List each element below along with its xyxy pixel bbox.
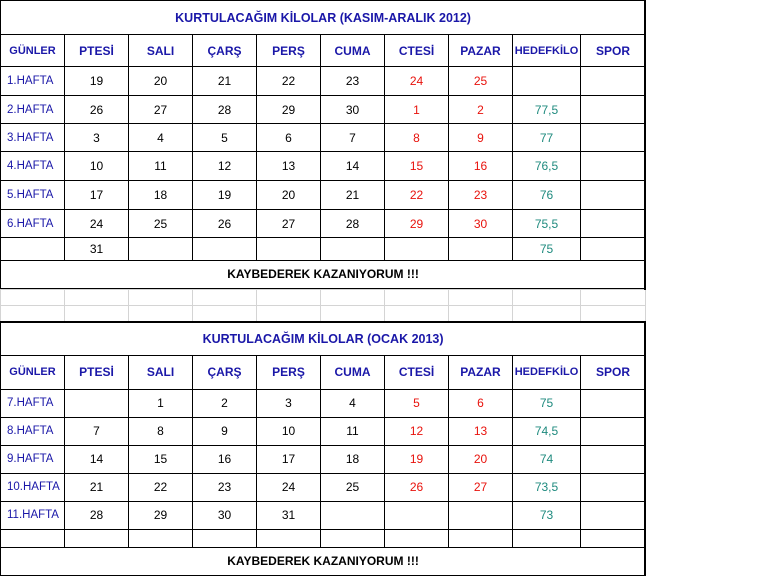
header-cell[interactable]: CTESİ (385, 355, 449, 389)
day-cell[interactable]: 26 (385, 473, 449, 501)
table-row (1, 210, 646, 238)
day-cell[interactable]: 14 (321, 152, 385, 181)
day-cell[interactable]: 19 (385, 445, 449, 473)
day-cell[interactable]: 6 (449, 389, 513, 417)
day-cell[interactable] (321, 501, 385, 529)
day-cell[interactable]: 4 (321, 389, 385, 417)
day-cell[interactable]: 23 (321, 67, 385, 96)
day-cell[interactable]: 12 (193, 152, 257, 181)
day-cell[interactable]: 2 (449, 96, 513, 124)
target-kilo-cell[interactable] (513, 67, 581, 96)
day-cell[interactable]: 5 (193, 124, 257, 152)
spor-cell[interactable] (581, 124, 646, 152)
day-cell[interactable]: 8 (385, 124, 449, 152)
target-kilo-cell[interactable]: 74 (513, 445, 581, 473)
header-cell[interactable]: PERŞ (257, 35, 321, 67)
sheet-edge (644, 0, 646, 290)
header-row (1, 355, 646, 389)
day-cell[interactable]: 25 (321, 473, 385, 501)
empty-cell[interactable] (449, 306, 513, 322)
day-cell[interactable]: 27 (257, 210, 321, 238)
empty-cell[interactable] (129, 306, 193, 322)
spor-cell[interactable] (581, 152, 646, 181)
empty-cell[interactable] (257, 306, 321, 322)
day-cell[interactable]: 1 (385, 96, 449, 124)
empty-cell[interactable] (449, 290, 513, 306)
day-cell[interactable]: 17 (257, 445, 321, 473)
day-cell[interactable]: 21 (193, 67, 257, 96)
sheet-edge (644, 321, 646, 575)
day-cell[interactable] (449, 529, 513, 547)
day-cell[interactable]: 25 (449, 67, 513, 96)
table-row (1, 124, 646, 152)
day-cell[interactable]: 3 (65, 124, 129, 152)
spor-cell[interactable] (581, 238, 646, 261)
week-cell[interactable] (1, 238, 65, 261)
header-row (1, 35, 646, 67)
day-cell[interactable]: 28 (321, 210, 385, 238)
day-cell[interactable]: 13 (257, 152, 321, 181)
spor-cell[interactable] (581, 67, 646, 96)
day-cell[interactable]: 29 (257, 96, 321, 124)
week-cell[interactable]: 6.HAFTA (1, 210, 65, 238)
day-cell[interactable]: 20 (449, 445, 513, 473)
day-cell[interactable]: 23 (193, 473, 257, 501)
day-cell[interactable]: 4 (129, 124, 193, 152)
table-row (1, 238, 646, 261)
table-row (1, 181, 646, 210)
week-cell[interactable]: 11.HAFTA (1, 501, 65, 529)
table-row (1, 152, 646, 181)
day-cell[interactable]: 10 (65, 152, 129, 181)
empty-cell[interactable] (193, 306, 257, 322)
table-row (1, 501, 646, 529)
table-title[interactable]: KURTULACAĞIM KİLOLAR (OCAK 2013) (1, 322, 646, 355)
spor-cell[interactable] (581, 181, 646, 210)
week-cell[interactable] (1, 529, 65, 547)
empty-cell[interactable] (321, 290, 385, 306)
day-cell[interactable]: 11 (129, 152, 193, 181)
day-cell[interactable]: 27 (449, 473, 513, 501)
header-cell[interactable]: SPOR (581, 355, 646, 389)
day-cell[interactable]: 5 (385, 389, 449, 417)
day-cell[interactable]: 2 (193, 389, 257, 417)
day-cell[interactable]: 6 (257, 124, 321, 152)
empty-cell[interactable] (65, 306, 129, 322)
target-kilo-cell[interactable]: 73 (513, 501, 581, 529)
spor-cell[interactable] (581, 417, 646, 445)
table-row (1, 96, 646, 124)
spor-cell[interactable] (581, 96, 646, 124)
header-cell[interactable]: SPOR (581, 35, 646, 67)
table-row (1, 417, 646, 445)
target-kilo-cell[interactable]: 73,5 (513, 473, 581, 501)
target-kilo-cell[interactable]: 76 (513, 181, 581, 210)
table-row (1, 473, 646, 501)
target-kilo-cell[interactable]: 76,5 (513, 152, 581, 181)
day-cell[interactable]: 16 (193, 445, 257, 473)
target-kilo-cell[interactable]: 74,5 (513, 417, 581, 445)
day-cell[interactable] (385, 238, 449, 261)
header-cell[interactable]: PTESİ (65, 35, 129, 67)
day-cell[interactable]: 27 (129, 96, 193, 124)
week-cell[interactable]: 2.HAFTA (1, 96, 65, 124)
day-cell[interactable] (129, 238, 193, 261)
day-cell[interactable] (65, 529, 129, 547)
day-cell[interactable]: 24 (65, 210, 129, 238)
day-cell[interactable]: 22 (257, 67, 321, 96)
empty-rows (0, 289, 646, 322)
header-cell[interactable]: CUMA (321, 355, 385, 389)
day-cell[interactable]: 20 (257, 181, 321, 210)
day-cell[interactable] (449, 238, 513, 261)
day-cell[interactable] (321, 529, 385, 547)
target-kilo-cell[interactable] (513, 529, 581, 547)
week-cell[interactable]: 1.HAFTA (1, 67, 65, 96)
header-cell[interactable]: HEDEFKİLO (513, 35, 581, 67)
day-cell[interactable]: 11 (321, 417, 385, 445)
day-cell[interactable]: 29 (385, 210, 449, 238)
empty-cell[interactable] (513, 290, 581, 306)
empty-cell[interactable] (1, 290, 65, 306)
table-ocak (0, 321, 646, 576)
spor-cell[interactable] (581, 529, 646, 547)
week-cell[interactable]: 10.HAFTA (1, 473, 65, 501)
empty-cell[interactable] (581, 290, 646, 306)
day-cell[interactable]: 7 (65, 417, 129, 445)
week-cell[interactable]: 7.HAFTA (1, 389, 65, 417)
day-cell[interactable]: 25 (129, 210, 193, 238)
day-cell[interactable] (257, 238, 321, 261)
day-cell[interactable]: 18 (129, 181, 193, 210)
day-cell[interactable]: 9 (193, 417, 257, 445)
table-footer[interactable]: KAYBEDEREK KAZANIYORUM !!! (1, 547, 646, 575)
table-title[interactable]: KURTULACAĞIM KİLOLAR (KASIM-ARALIK 2012) (1, 1, 646, 35)
week-cell[interactable]: 8.HAFTA (1, 417, 65, 445)
target-kilo-cell[interactable]: 77,5 (513, 96, 581, 124)
day-cell[interactable]: 3 (257, 389, 321, 417)
day-cell[interactable]: 29 (129, 501, 193, 529)
day-cell[interactable]: 10 (257, 417, 321, 445)
day-cell[interactable]: 22 (129, 473, 193, 501)
day-cell[interactable]: 15 (385, 152, 449, 181)
day-cell[interactable] (385, 529, 449, 547)
day-cell[interactable]: 12 (385, 417, 449, 445)
header-cell[interactable]: GÜNLER (1, 35, 65, 67)
header-cell[interactable]: CTESİ (385, 35, 449, 67)
day-cell[interactable]: 30 (449, 210, 513, 238)
day-cell[interactable]: 31 (65, 238, 129, 261)
day-cell[interactable]: 9 (449, 124, 513, 152)
day-cell[interactable]: 26 (65, 96, 129, 124)
day-cell[interactable]: 20 (129, 67, 193, 96)
day-cell[interactable]: 31 (257, 501, 321, 529)
header-cell[interactable]: SALI (129, 355, 193, 389)
header-cell[interactable]: PAZAR (449, 355, 513, 389)
empty-cell[interactable] (257, 290, 321, 306)
spor-cell[interactable] (581, 473, 646, 501)
day-cell[interactable]: 8 (129, 417, 193, 445)
spor-cell[interactable] (581, 389, 646, 417)
table-row (1, 529, 646, 547)
target-kilo-cell[interactable]: 77 (513, 124, 581, 152)
header-cell[interactable]: ÇARŞ (193, 355, 257, 389)
day-cell[interactable] (65, 389, 129, 417)
header-cell[interactable]: GÜNLER (1, 355, 65, 389)
day-cell[interactable]: 28 (65, 501, 129, 529)
day-cell[interactable]: 22 (385, 181, 449, 210)
empty-cell[interactable] (129, 290, 193, 306)
day-cell[interactable] (257, 529, 321, 547)
table-footer[interactable]: KAYBEDEREK KAZANIYORUM !!! (1, 261, 646, 289)
day-cell[interactable]: 19 (193, 181, 257, 210)
week-cell[interactable]: 5.HAFTA (1, 181, 65, 210)
day-cell[interactable]: 21 (65, 473, 129, 501)
day-cell[interactable] (129, 529, 193, 547)
day-cell[interactable]: 26 (193, 210, 257, 238)
header-cell[interactable]: CUMA (321, 35, 385, 67)
day-cell[interactable]: 16 (449, 152, 513, 181)
empty-cell[interactable] (513, 306, 581, 322)
day-cell[interactable]: 30 (193, 501, 257, 529)
day-cell[interactable]: 15 (129, 445, 193, 473)
table-row (1, 389, 646, 417)
day-cell[interactable] (193, 238, 257, 261)
day-cell[interactable]: 19 (65, 67, 129, 96)
target-kilo-cell[interactable]: 75 (513, 389, 581, 417)
empty-cell[interactable] (1, 306, 65, 322)
day-cell[interactable]: 21 (321, 181, 385, 210)
day-cell[interactable]: 24 (257, 473, 321, 501)
target-kilo-cell[interactable]: 75,5 (513, 210, 581, 238)
day-cell[interactable] (449, 501, 513, 529)
week-cell[interactable]: 9.HAFTA (1, 445, 65, 473)
empty-cell[interactable] (65, 290, 129, 306)
day-cell[interactable] (321, 238, 385, 261)
target-kilo-cell[interactable]: 75 (513, 238, 581, 261)
spor-cell[interactable] (581, 210, 646, 238)
day-cell[interactable]: 23 (449, 181, 513, 210)
header-cell[interactable]: PAZAR (449, 35, 513, 67)
empty-cell[interactable] (193, 290, 257, 306)
empty-cell[interactable] (385, 290, 449, 306)
spor-cell[interactable] (581, 445, 646, 473)
empty-cell[interactable] (581, 306, 646, 322)
empty-cell[interactable] (385, 306, 449, 322)
empty-cell[interactable] (321, 306, 385, 322)
header-cell[interactable]: ÇARŞ (193, 35, 257, 67)
week-cell[interactable]: 3.HAFTA (1, 124, 65, 152)
day-cell[interactable]: 14 (65, 445, 129, 473)
table-kasim-aralik (0, 0, 646, 290)
day-cell[interactable]: 13 (449, 417, 513, 445)
week-cell[interactable]: 4.HAFTA (1, 152, 65, 181)
table-row (1, 445, 646, 473)
header-cell[interactable]: PERŞ (257, 355, 321, 389)
header-cell[interactable]: HEDEFKİLO (513, 355, 581, 389)
table-row (1, 67, 646, 96)
day-cell[interactable] (193, 529, 257, 547)
day-cell[interactable]: 28 (193, 96, 257, 124)
day-cell[interactable]: 18 (321, 445, 385, 473)
day-cell[interactable]: 1 (129, 389, 193, 417)
day-cell[interactable]: 17 (65, 181, 129, 210)
day-cell[interactable]: 30 (321, 96, 385, 124)
day-cell[interactable]: 24 (385, 67, 449, 96)
spor-cell[interactable] (581, 501, 646, 529)
header-cell[interactable]: PTESİ (65, 355, 129, 389)
day-cell[interactable]: 7 (321, 124, 385, 152)
header-cell[interactable]: SALI (129, 35, 193, 67)
day-cell[interactable] (385, 501, 449, 529)
